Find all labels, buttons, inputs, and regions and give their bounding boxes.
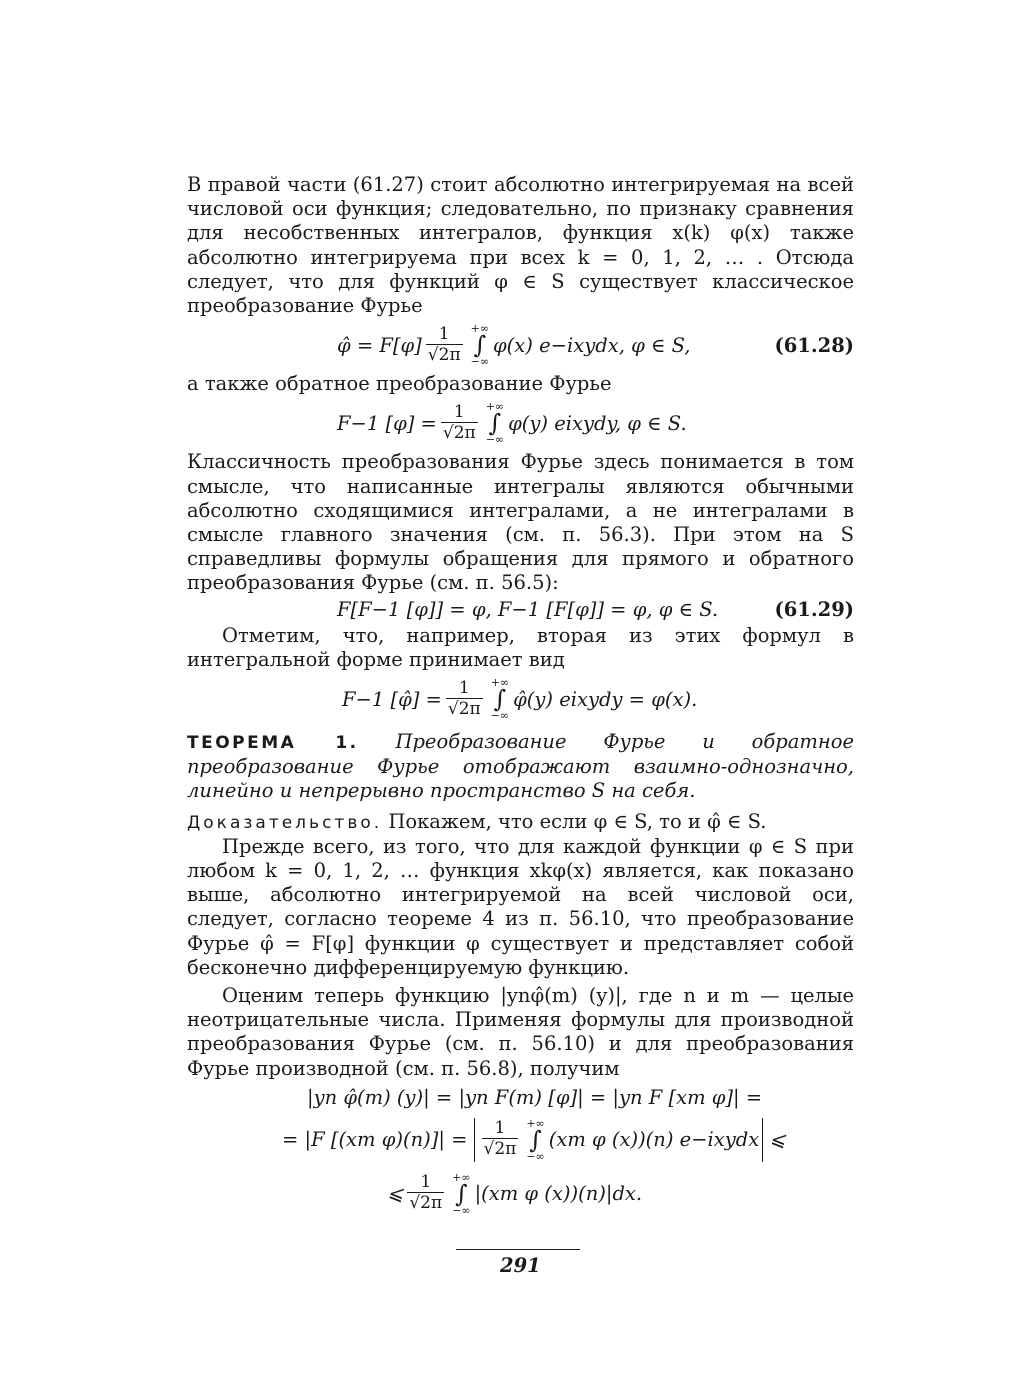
proof-label: Доказательство. [187,812,383,833]
equation-estimate-line-1 [187,1083,854,1113]
equation-estimate-line-2 [187,1113,854,1167]
eq4-lhs: F−1 [φ̂] = [342,687,442,711]
paragraph-4: Отметим, что, например, вторая из этих формул в интегральной форме принимает вид [187,623,854,671]
eq5-line-2-abs [474,1118,764,1162]
eq5-fraction: $\frac{1}{√2\pi}$ [483,1118,517,1160]
eq1-lhs: φ̂ = F[φ] [337,333,422,357]
paragraph-1: В правой части (61.27) стоит абсолютно интегрируемая на всей числовой оси функция; следовательно, по признаку сравнения для несобственных интегралов, функция x(k) φ(x) также абсолютно интегрируема при всех k = 0, 1, 2, … . Отсюда следует, что для функций φ ∈ S существует классическое преобразование Фурье [187,173,854,318]
page-number: 291 [500,1254,541,1277]
equation-61-28 [187,318,854,372]
eq5-line-2-lhs: = |F [(xm φ)(n)]| = [282,1128,468,1152]
theorem-1 [187,730,854,804]
eq5-line-1: |yn φ̂(m) (y)| = |yn F(m) [φ]| = |yn F [xm φ]| = [307,1086,763,1110]
paragraph-5: Прежде всего, из того, что для каждой функции φ ∈ S при любом k = 0, 1, 2, … функция xkφ(x) является, как показано выше, абсолютно интегрируемой на всей числовой оси, следует, согласно теореме 4 из п. 56.10, что преобразование Фурье φ̂ = F[φ] функции φ существует и представляет собой бесконечно дифференцируемую функцию. [187,834,854,979]
eq4-integral-icon: +∞ ∫ −∞ [490,676,510,723]
eq5-line-3-lhs: ⩽ [387,1182,404,1206]
eq2-rhs: φ(y) eixydy, φ ∈ S. [508,411,687,435]
eq4-fraction: $\frac{1}{√2\pi}$ [447,677,481,719]
eq5-line-2-end: ⩽ [769,1128,786,1152]
footer-rule [456,1249,580,1250]
equation-estimate-line-3 [187,1167,854,1221]
theorem-text: Преобразование Фурье и обратное преобразование Фурье отображают взаимно-однозначно, линейно и непрерывно пространство S на себя. [187,730,854,803]
equation-inverse-fourier [187,396,854,450]
eq5-line-3-rhs: |(xm φ (x))(n)|dx. [474,1182,643,1206]
paragraph-6: Оценим теперь функцию |ynφ̂(m) (y)|, где n и m — целые неотрицательные числа. Применяя формулы для производной преобразования Фурье (см. п. 56.10) и для преобразования Фурье производной (см. п. 56.8), получим [187,984,854,1080]
proof-text: Покажем, что если φ ∈ S, то и φ̂ ∈ S. [388,809,767,833]
eq3-body: F[F−1 [φ]] = φ, F−1 [F[φ]] = φ, φ ∈ S. [337,598,719,622]
eq1-rhs: φ(x) e−ixydx, φ ∈ S, [493,333,691,357]
page-content [187,173,854,1221]
eq1-fraction: $\frac{1}{√2\pi}$ [427,323,461,365]
paragraph-2: а также обратное преобразование Фурье [187,372,612,396]
eq5-integral-icon: +∞ ∫ −∞ [526,1116,545,1163]
eq6-fraction: $\frac{1}{√2\pi}$ [409,1172,443,1214]
eq2-fraction: $\frac{1}{√2\pi}$ [442,401,476,443]
proof [187,810,854,835]
eq6-integral-icon: +∞ ∫ −∞ [452,1170,471,1217]
paragraph-3: Классичность преобразования Фурье здесь понимается в том смысле, что написанные интегралы являются обычными абсолютно сходящимися интегралами, а не интегралами в смысле главного значения (см. п. 56.3). При этом на S справедливы формулы обращения для прямого и обратного преобразования Фурье (см. п. 56.5): [187,450,854,595]
theorem-label: ТЕОРЕМА 1. [187,733,359,754]
eq1-number: (61.28) [774,333,854,357]
eq1-integral-icon: +∞ ∫ −∞ [470,322,490,369]
eq4-rhs: φ̂(y) eixydy = φ(x). [513,687,698,711]
eq3-number: (61.29) [774,598,854,622]
eq2-lhs: F−1 [φ] = [337,411,437,435]
equation-inversion-integral [187,672,854,726]
eq2-integral-icon: +∞ ∫ −∞ [485,400,505,447]
equation-61-29 [187,596,854,624]
eq5-line-2-rhs: (xm φ (x))(n) e−ixydx [548,1128,760,1152]
